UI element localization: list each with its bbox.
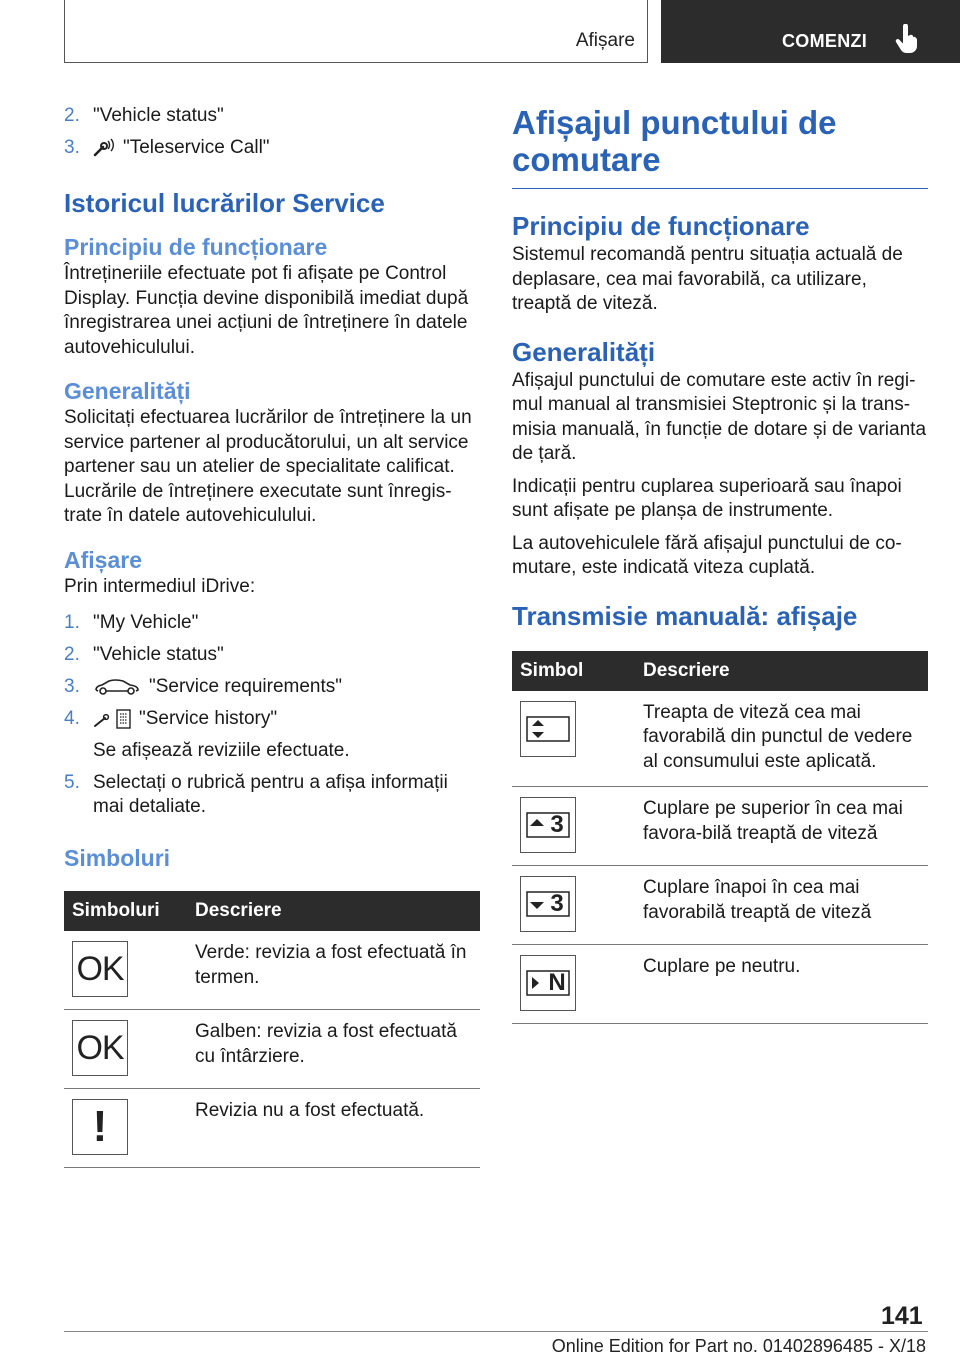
table-cell-description: Cuplare pe superior în cea mai favora-bilă treaptă de viteză xyxy=(635,787,928,866)
heading-display: Afișare xyxy=(64,546,142,573)
table-cell-description: Cuplare înapoi în cea mai favorabilă treaptă de viteză xyxy=(635,866,928,945)
table-header-cell: Simboluri xyxy=(64,891,187,931)
list-item xyxy=(64,136,480,160)
list-number: 2. xyxy=(64,644,80,665)
wrench-signal-icon xyxy=(93,138,115,158)
table-row xyxy=(512,945,928,1024)
car-icon xyxy=(93,677,141,697)
heading-principle: Principiu de funcționare xyxy=(64,234,328,260)
list-subtext: Se afișează reviziile efectuate. xyxy=(93,740,350,761)
table-header-row xyxy=(512,651,928,691)
table-header-cell: Descriere xyxy=(187,891,480,931)
exclamation-symbol: ! xyxy=(72,1099,128,1155)
table-row xyxy=(512,691,928,787)
symbols-table xyxy=(64,891,480,1168)
list-text: "Service requirements" xyxy=(149,676,343,697)
paragraph-display: Prin intermediul iDrive: xyxy=(64,575,256,597)
ok-symbol: OK xyxy=(72,941,128,997)
table-header-row xyxy=(64,891,480,931)
upshift-icon: 3 xyxy=(520,797,576,853)
header-chapter-box xyxy=(661,0,960,63)
list-item xyxy=(64,104,480,128)
list-text: "Teleservice Call" xyxy=(123,137,270,158)
heading-general: Generalități xyxy=(64,378,191,404)
table-header-cell: Descriere xyxy=(635,651,928,691)
footer-edition: Online Edition for Part no. 01402896485 - X/18 xyxy=(551,1336,926,1356)
left-column xyxy=(64,104,480,1168)
paragraph-principle: Sistemul recomandă pentru situația actuală de deplasare, cea mai favorabilă, ca utilizare, treaptă de viteză. xyxy=(512,244,903,314)
table-row xyxy=(64,1089,480,1168)
list-number: 5. xyxy=(64,772,80,793)
neutral-icon: N xyxy=(520,955,576,1011)
heading-principle: Principiu de funcționare xyxy=(512,211,810,241)
table-row xyxy=(512,866,928,945)
list-text: "Service history" xyxy=(139,708,278,729)
heading-service-history: Istoricul lucrărilor Service xyxy=(64,188,385,218)
list-item xyxy=(64,643,480,667)
paragraph-general-1: Afișajul punctului de comutare este activ în regi-mul manual al transmisiei Steptronic și la trans-misia manuală, în funcție de dotare și de varianta de țară. xyxy=(512,369,927,464)
list-item xyxy=(64,675,480,699)
paragraph-general-2: Indicații pentru cuplarea superioară sau înapoi sunt afișate pe planșa de instrumente. xyxy=(512,475,902,521)
header-section-box xyxy=(64,0,648,63)
table-cell-description: Verde: revizia a fost efectuată în termen. xyxy=(187,931,480,1010)
list-number: 4. xyxy=(64,708,80,729)
list-item xyxy=(64,611,480,635)
table-row xyxy=(512,787,928,866)
heading-general: Generalități xyxy=(512,336,656,367)
heading-manual-transmission: Transmisie manuală: afișaje xyxy=(512,600,858,631)
list-text: "Vehicle status" xyxy=(93,644,224,665)
list-text: "My Vehicle" xyxy=(93,612,199,633)
list-text: "Vehicle status" xyxy=(93,105,224,126)
paragraph-general-3: La autovehiculele fără afișajul punctului de co-mutare, este indicată viteza cuplată. xyxy=(512,532,902,578)
table-row xyxy=(64,1010,480,1089)
paragraph-principle: Întrețineriile efectuate pot fi afișate pe Control Display. Funcția devine disponibilă imediat după înregistrarea unei acțiuni de întreținere în datele autovehiculului. xyxy=(64,263,469,358)
paragraph-general: Solicitați efectuarea lucrărilor de întreținere la un service partener al producătorului, un alt service partener sau un atelier de specialitate calificat. Lucrările de întreținere executate sunt înregis-trate în datele autovehiculului. xyxy=(64,407,472,526)
service-history-icon xyxy=(93,708,133,730)
table-header-cell: Simbol xyxy=(512,651,635,691)
page-number: 141 xyxy=(881,1302,923,1330)
shift-symbols-table xyxy=(512,651,928,1025)
table-cell-description: Revizia nu a fost efectuată. xyxy=(187,1089,480,1168)
ok-symbol: OK xyxy=(72,1020,128,1076)
header-chapter-label: COMENZI xyxy=(782,31,868,51)
heading-symbols: Simboluri xyxy=(64,845,171,871)
list-number: 1. xyxy=(64,612,80,633)
optimal-gear-icon xyxy=(520,701,576,757)
downshift-icon: 3 xyxy=(520,876,576,932)
table-row xyxy=(64,931,480,1010)
list-number: 2. xyxy=(64,105,80,126)
right-column xyxy=(512,104,928,1024)
hand-pointer-icon xyxy=(895,24,919,54)
footer-rule xyxy=(64,1331,928,1332)
list-item xyxy=(64,707,480,763)
header-section-label: Afișare xyxy=(575,30,635,51)
heading-shift-point: Afișajul punctului de comutare xyxy=(512,104,837,178)
list-number: 3. xyxy=(64,676,80,697)
table-cell-description: Treapta de viteză cea mai favorabilă din punctul de vedere al consumului este aplicată. xyxy=(635,691,928,787)
list-number: 3. xyxy=(64,137,80,158)
table-cell-description: Galben: revizia a fost efectuată cu întârziere. xyxy=(187,1010,480,1089)
list-item xyxy=(64,771,480,819)
table-cell-description: Cuplare pe neutru. xyxy=(635,945,928,1024)
list-text: Selectați o rubrică pentru a afișa informații mai detaliate. xyxy=(93,772,448,817)
